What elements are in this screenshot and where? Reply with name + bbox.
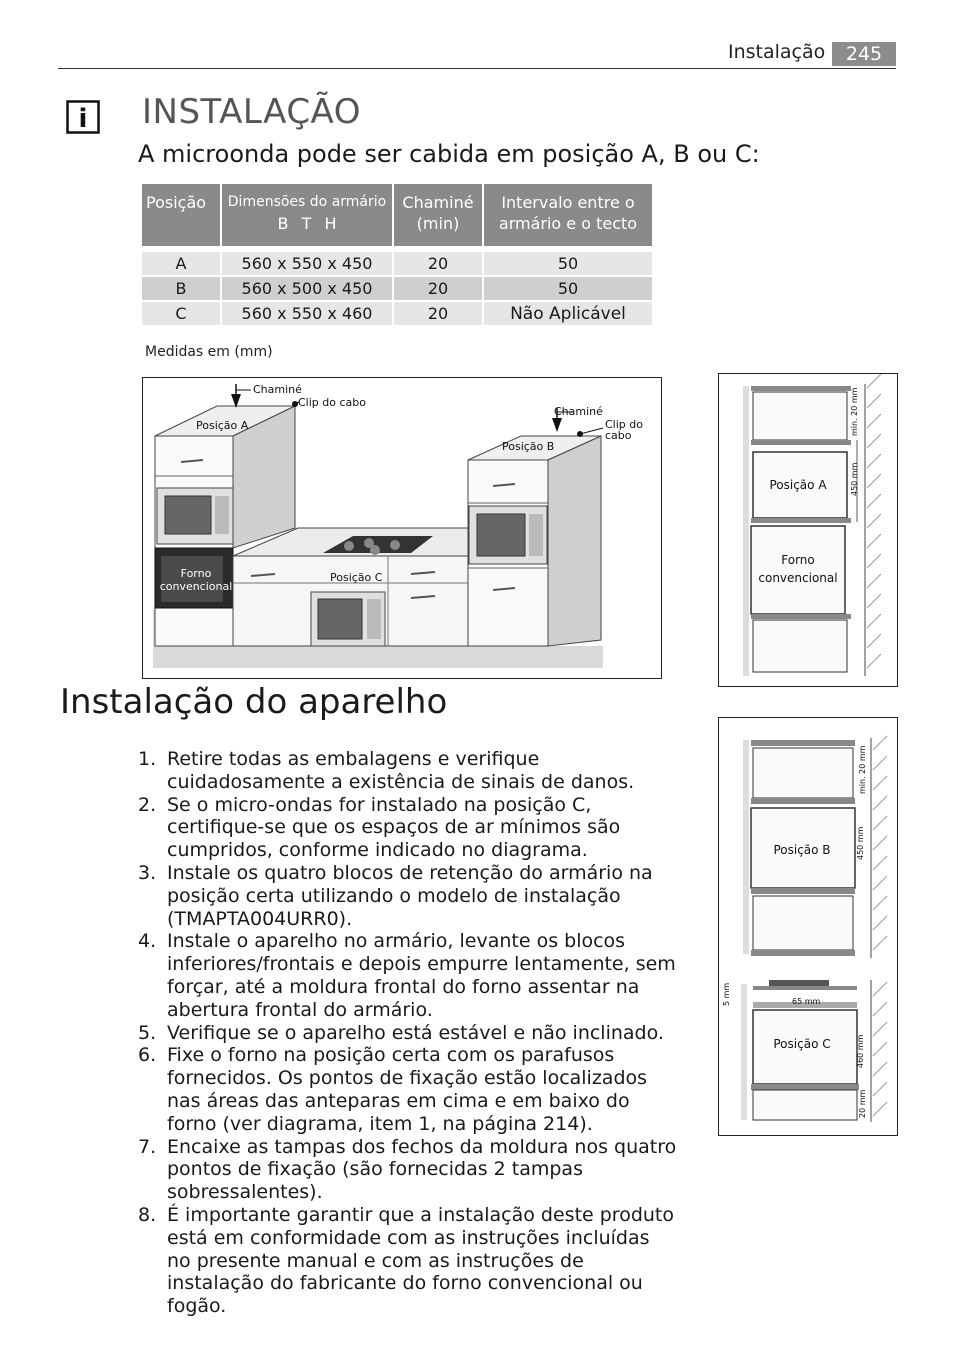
cell-chimney: 20 (394, 252, 482, 275)
list-item (138, 930, 678, 1021)
cell-interval: Não Aplicável (484, 302, 652, 325)
page-number-badge: 245 (832, 42, 896, 66)
clip-b-label-line1: Clip do (605, 418, 643, 431)
header-dimensions (222, 184, 392, 246)
table-row (142, 252, 652, 275)
step-number: 5. (138, 1021, 157, 1044)
installation-steps-list (138, 748, 678, 1318)
clip-a-label: Clip do cabo (298, 396, 366, 409)
kitchen-installation-diagram (142, 377, 662, 679)
step-number: 6. (138, 1044, 157, 1067)
kitchen-illustration (143, 378, 661, 678)
page-title: INSTALAÇÃO (142, 92, 361, 132)
table-row (142, 302, 652, 325)
side-a-position-label: Posição A (769, 478, 827, 492)
side-diagram-a-illustration (719, 374, 897, 686)
side-c-gap65-label: 65 mm (792, 997, 821, 1006)
step-text: Se o micro-ondas for instalado na posição C, certifique-se que os espaços de ar mínimos são cumpridos, conforme indicado no diagrama. (167, 793, 621, 862)
header-dimensions-line2: B T H (277, 214, 337, 233)
cell-dimensions: 560 x 550 x 460 (222, 302, 392, 325)
list-item (138, 1022, 678, 1045)
side-c-position-label: Posição C (773, 1037, 831, 1051)
step-text: Fixe o forno na posição certa com os parafusos fornecidos. Os pontos de fixação estão localizados nas áreas das anteparas em cima e em baixo do forno (ver diagrama, item 1, na página 214). (167, 1044, 648, 1135)
info-icon (66, 100, 100, 134)
header-section-title: Instalação (728, 41, 826, 63)
step-text: Encaixe as tampas dos fechos da moldura nos quatro pontos de fixação (são fornecidas 2 tampas sobressalentes). (167, 1135, 677, 1204)
cell-interval: 50 (484, 277, 652, 300)
cell-position: B (142, 277, 220, 300)
clip-b-label-line2: cabo (605, 429, 632, 442)
cell-chimney: 20 (394, 302, 482, 325)
side-c-gap5-label: 5 mm (722, 982, 731, 1006)
list-item (138, 862, 678, 930)
step-text: É importante garantir que a instalação deste produto está em conformidade com as instruções incluídas no presente manual e com as instruções de instalação do fabricante do forno convencional ou fogão. (167, 1203, 675, 1318)
chimney-b-label: Chaminé (554, 405, 603, 418)
side-c-bottom-label: 20 mm (858, 1089, 867, 1118)
cell-chimney: 20 (394, 277, 482, 300)
step-text: Verifique se o aparelho está estável e não inclinado. (167, 1021, 664, 1044)
table-row (142, 277, 652, 300)
cell-dimensions: 560 x 500 x 450 (222, 277, 392, 300)
header-interval-line2: armário e o tecto (498, 214, 638, 233)
side-b-height-label: 450 mm (856, 826, 865, 860)
side-a-oven-line1: Forno (781, 553, 815, 567)
units-note: Medidas em (mm) (145, 344, 273, 360)
list-item (138, 748, 678, 794)
side-diagram-bc-illustration (719, 718, 897, 1135)
step-text: Instale os quatro blocos de retenção do armário na posição certa utilizando o modelo de instalação (TMAPTA004URR0). (167, 861, 653, 930)
step-number: 4. (138, 930, 157, 953)
position-c-label: Posição C (330, 571, 383, 584)
list-item (138, 1136, 678, 1204)
cell-dimensions: 560 x 550 x 450 (222, 252, 392, 275)
step-number: 3. (138, 861, 157, 884)
step-number: 1. (138, 748, 157, 770)
header-position-label: Posição (146, 193, 207, 212)
info-icon-glyph: i (78, 104, 88, 134)
step-number: 2. (138, 793, 157, 816)
side-c-height-label: 460 mm (856, 1034, 865, 1068)
header-divider (58, 68, 896, 69)
table-header-row (142, 184, 652, 246)
oven-label-line2: convencional (159, 580, 233, 593)
section-title: Instalação do aparelho (60, 682, 448, 722)
list-item (138, 794, 678, 862)
header-chimney-line2: (min) (416, 214, 460, 233)
step-number: 7. (138, 1135, 157, 1158)
position-a-label: Posição A (196, 419, 249, 432)
header-dimensions-line1: Dimensões do armário (227, 194, 387, 210)
side-b-min-label: min. 20 mm (858, 745, 867, 794)
position-b-label: Posição B (502, 440, 555, 453)
header-chimney (394, 184, 482, 246)
oven-label-line1: Forno (180, 567, 212, 580)
side-a-oven-line2: convencional (758, 571, 838, 585)
header-position (142, 184, 220, 246)
side-a-min-label: min. 20 mm (850, 387, 859, 436)
step-text: Retire todas as embalagens e verifique cuidadosamente a existência de sinais de danos. (167, 748, 635, 793)
side-b-position-label: Posição B (773, 843, 831, 857)
header-interval (484, 184, 652, 246)
chimney-a-label: Chaminé (253, 383, 302, 396)
cell-position: A (142, 252, 220, 275)
step-text: Instale o aparelho no armário, levante os blocos inferiores/frontais e depois empurre lentamente, sem forçar, até a moldura frontal do forno assentar na abertura frontal do armário. (167, 930, 676, 1021)
side-diagram-positions-b-c (718, 717, 898, 1136)
cell-interval: 50 (484, 252, 652, 275)
list-item (138, 1044, 678, 1135)
side-a-height-label: 450 mm (850, 462, 859, 496)
header-chimney-line1: Chaminé (402, 193, 474, 212)
list-item (138, 1204, 678, 1318)
header-interval-line1: Intervalo entre o (501, 193, 635, 212)
page-subtitle: A microonda pode ser cabida em posição A, B ou C: (138, 140, 760, 168)
position-dimensions-table (140, 182, 654, 327)
cell-position: C (142, 302, 220, 325)
side-diagram-position-a (718, 373, 898, 687)
step-number: 8. (138, 1203, 157, 1226)
